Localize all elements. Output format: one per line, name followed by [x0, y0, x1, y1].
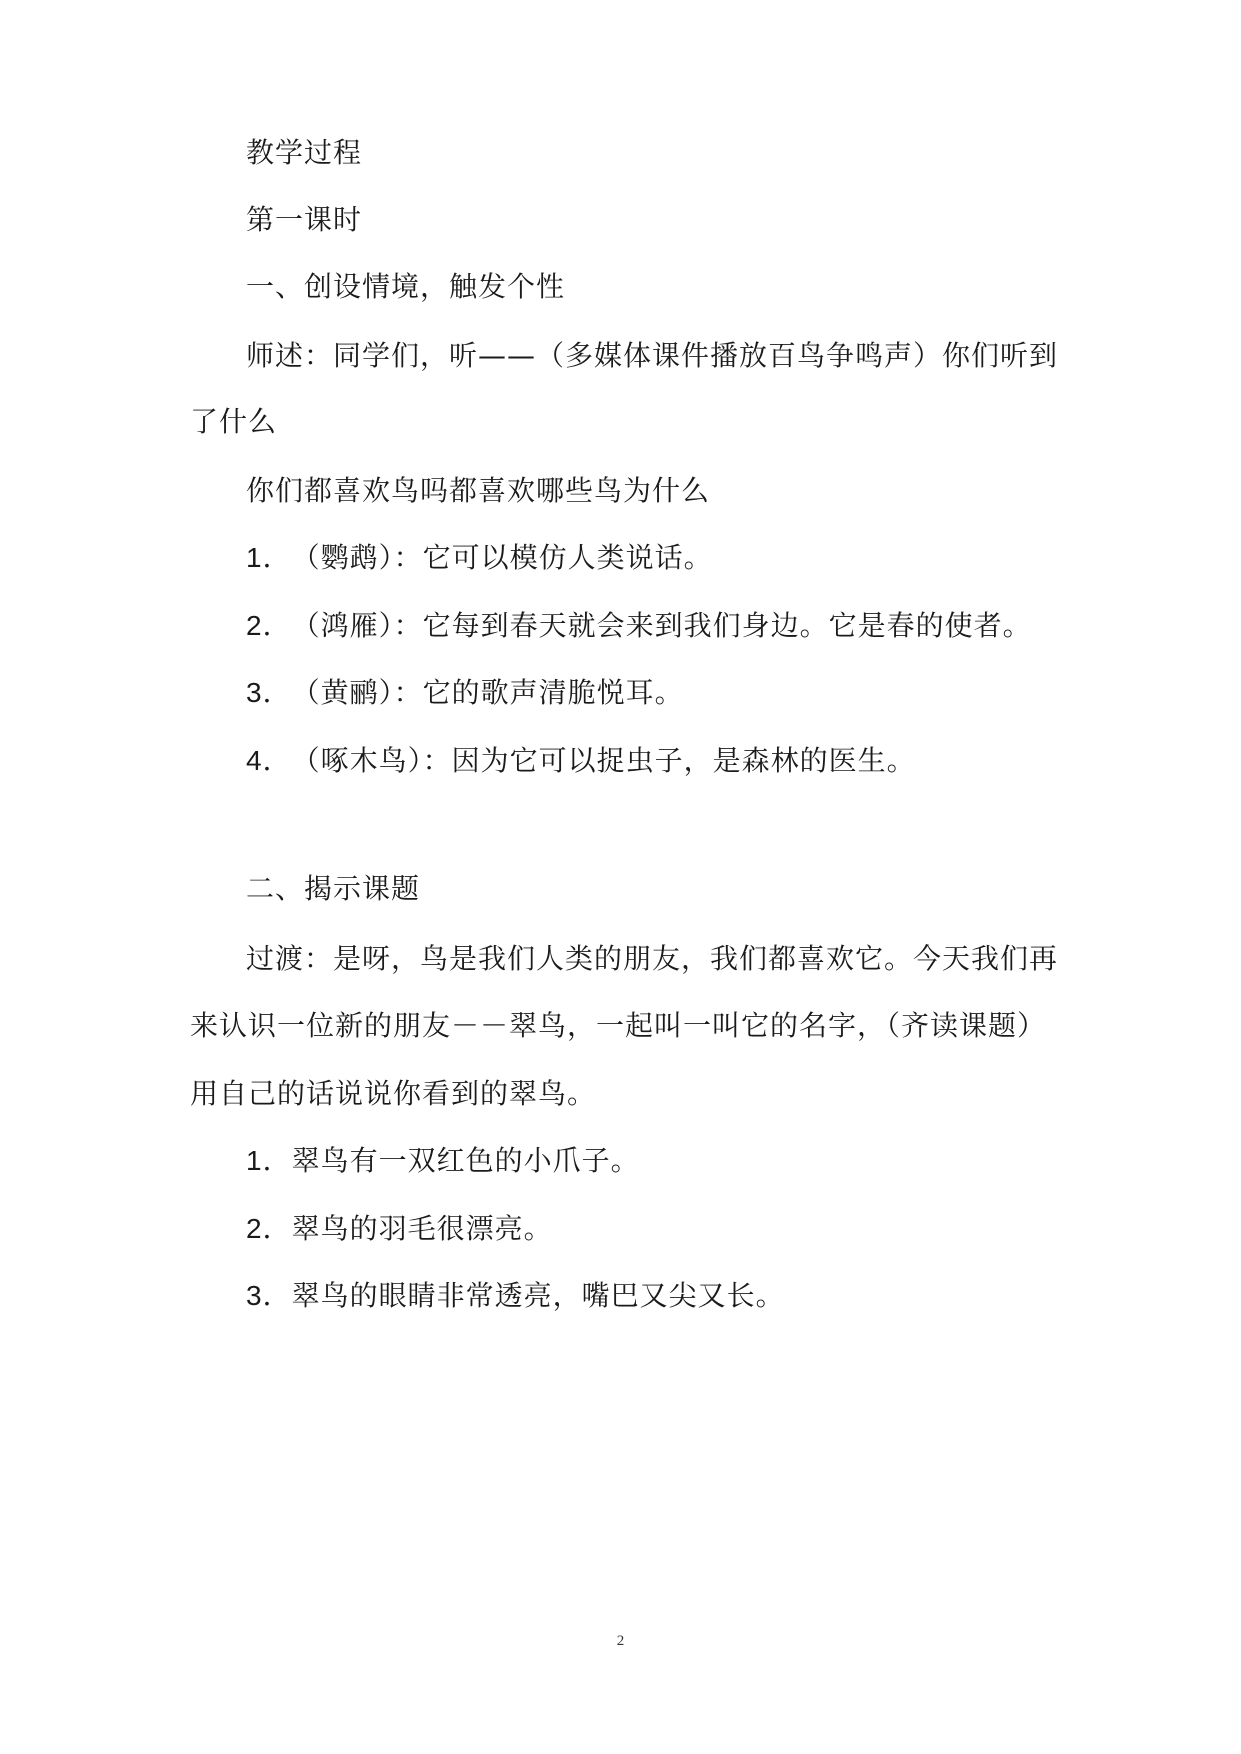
teacher-statement-line1: 师述：同学们，听——（多媒体课件播放百鸟争鸣声）你们听到	[246, 339, 1059, 372]
list-item	[246, 1141, 1070, 1181]
list-text: 翠鸟的羽毛很漂亮。	[291, 1212, 553, 1245]
heading-teaching-process: 教学过程	[246, 136, 363, 169]
list-number: 2．	[246, 1213, 292, 1244]
question-line: 你们都喜欢鸟吗都喜欢哪些鸟为什么	[246, 474, 711, 507]
list-number: 3．	[246, 1280, 292, 1311]
list-text: （黄鹂）：它的歌声清脆悦耳。	[291, 676, 684, 709]
list-item	[246, 741, 1070, 781]
list-item	[246, 538, 1070, 578]
list-item	[246, 673, 1070, 713]
list-item	[246, 1276, 1070, 1316]
list-text: （鸿雁）：它每到春天就会来到我们身边。它是春的使者。	[291, 609, 1032, 642]
list-text: （啄木鸟）：因为它可以捉虫子，是森林的医生。	[291, 744, 916, 777]
lesson-label: 第一课时	[246, 203, 363, 236]
list-item	[246, 606, 1070, 646]
page-number: 2	[616, 1633, 625, 1649]
transition-line3: 用自己的话说说你看到的翠鸟。	[190, 1077, 597, 1110]
list-item	[246, 1209, 1070, 1249]
part2-title: 二、揭示课题	[246, 872, 421, 905]
list-text: 翠鸟有一双红色的小爪子。	[291, 1144, 640, 1177]
transition-line2: 来认识一位新的朋友－－翠鸟，一起叫一叫它的名字，（齐读课题）	[190, 1009, 1047, 1042]
list-number: 3．	[246, 677, 292, 708]
part1-title: 一、创设情境，触发个性	[246, 270, 566, 303]
transition-line1: 过渡：是呀，鸟是我们人类的朋友，我们都喜欢它。今天我们再	[246, 942, 1059, 975]
list-text: 翠鸟的眼睛非常透亮，嘴巴又尖又长。	[291, 1279, 785, 1312]
list-text: （鹦鹉）：它可以模仿人类说话。	[291, 541, 713, 574]
teacher-statement-line2: 了什么	[190, 405, 278, 438]
list-number: 4．	[246, 745, 292, 776]
list-number: 2．	[246, 610, 292, 641]
list-number: 1．	[246, 542, 292, 573]
list-number: 1．	[246, 1145, 292, 1176]
